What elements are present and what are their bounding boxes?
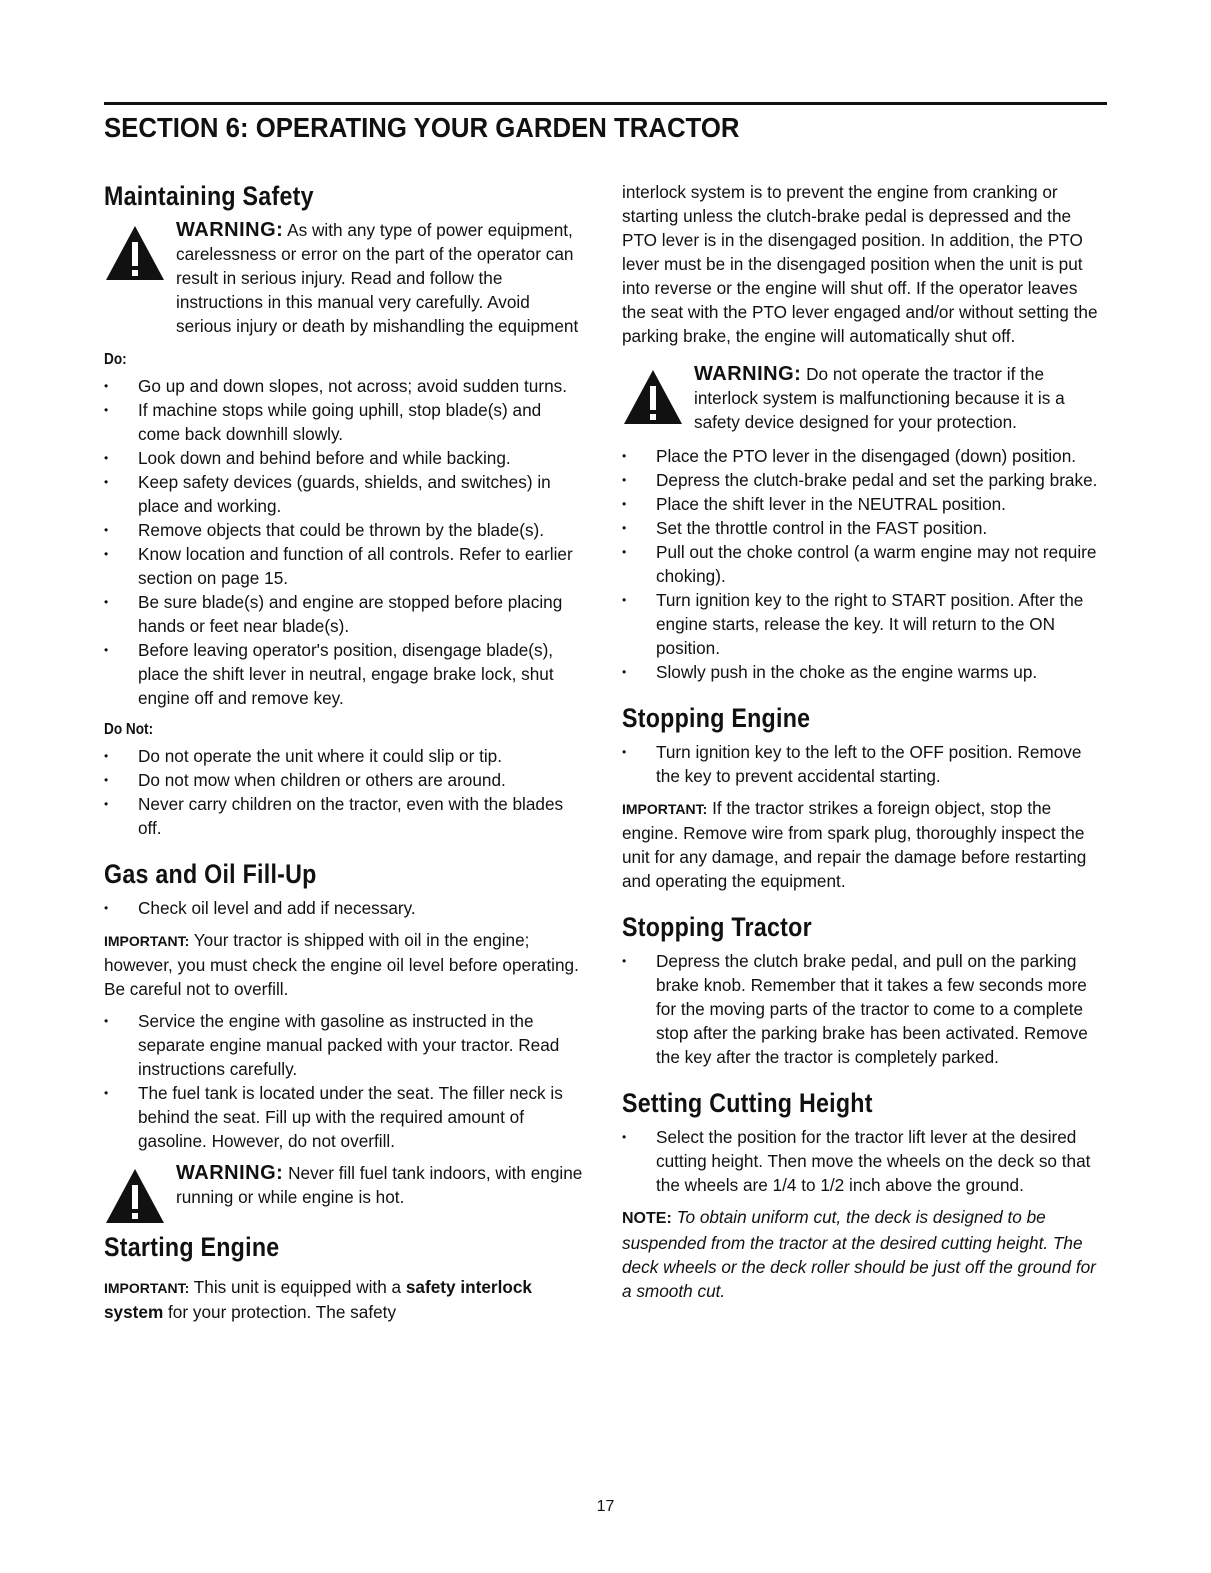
list-item: • Slowly push in the choke as the engine warms up. — [622, 662, 1038, 682]
stopping-engine-heading: Stopping Engine — [622, 703, 811, 733]
interlock-warning — [622, 362, 1102, 434]
warning-triangle-icon — [104, 1167, 166, 1225]
cutting-height-heading: Setting Cutting Height — [622, 1088, 873, 1118]
stopping-engine-important: IMPORTANT: If the tractor strikes a foreign object, stop the engine. Remove wire from spark plug, thoroughly inspect the unit for any damage, and repair the damage before restarting and operating the equipment. — [622, 798, 1087, 891]
warning-triangle-icon — [104, 224, 166, 282]
list-item: • Keep safety devices (guards, shields, and switches) in place and working. — [104, 472, 551, 516]
warning-text: Do not operate the tractor if the interlock system is malfunctioning because it is a safety device designed for your protection. — [694, 364, 1065, 432]
do-list — [104, 374, 584, 710]
list-item: • Check oil level and add if necessary. — [104, 898, 416, 918]
warning-label: WARNING: — [694, 363, 802, 385]
gas-oil-list-2 — [104, 1009, 584, 1153]
list-item: • Remove objects that could be thrown by the blade(s). — [104, 520, 545, 540]
warning-text: As with any type of power equipment, carelessness or error on the part of the operator can result in serious injury. Read and follow the instructions in this manual very carefully. Avoid serious injury or death by mishandling the equipment — [176, 220, 579, 336]
list-item: • If machine stops while going uphill, stop blade(s) and come back downhill slowly. — [104, 400, 542, 444]
list-item: • Select the position for the tractor lift lever at the desired cutting height. Then move the wheels on the deck so that the wheels are 1/4 to 1/2 inch above the ground. — [622, 1127, 1091, 1195]
cutting-height-list — [622, 1125, 1102, 1197]
list-item: • Depress the clutch brake pedal, and pull on the parking brake knob. Remember that it takes a few seconds more for the moving parts of the tractor to come to a complete stop after the parking brake has been activated. Remove the key after the tractor is completely parked. — [622, 951, 1088, 1067]
safety-warning — [104, 218, 584, 338]
gas-oil-list-1 — [104, 896, 584, 920]
list-item: • Set the throttle control in the FAST position. — [622, 518, 988, 538]
stopping-tractor-list — [622, 949, 1102, 1069]
list-item: • Go up and down slopes, not across; avoid sudden turns. — [104, 376, 567, 396]
do-not-label: Do Not: — [104, 721, 154, 738]
starting-engine-important: IMPORTANT: This unit is equipped with a safety interlock system for your protection. The safety — [104, 1277, 532, 1322]
stopping-engine-list — [622, 740, 1102, 788]
gas-oil-important: IMPORTANT: Your tractor is shipped with oil in the engine; however, you must check the engine oil level before operating. Be careful not to overfill. — [104, 930, 579, 999]
cutting-height-note: NOTE: To obtain uniform cut, the deck is designed to be suspended from the tractor at the desired cutting height. The deck wheels or the deck roller should be just off the ground for a smooth cut. — [622, 1207, 1096, 1301]
list-item: • Do not operate the unit where it could slip or tip. — [104, 746, 503, 766]
top-rule — [104, 102, 1107, 105]
list-item: • Know location and function of all controls. Refer to earlier section on page 15. — [104, 544, 573, 588]
list-item: • Place the PTO lever in the disengaged (down) position. — [622, 446, 1077, 466]
left-column — [104, 180, 584, 1332]
list-item: • Place the shift lever in the NEUTRAL position. — [622, 494, 1006, 514]
list-item: • Turn ignition key to the right to START position. After the engine starts, release the key. It will return to the ON position. — [622, 590, 1084, 658]
do-label: Do: — [104, 351, 127, 368]
list-item: • Be sure blade(s) and engine are stopped before placing hands or feet near blade(s). — [104, 592, 563, 636]
warning-triangle-icon — [622, 368, 684, 426]
do-not-list — [104, 744, 584, 840]
fuel-warning — [104, 1161, 584, 1209]
list-item: • Look down and behind before and while backing. — [104, 448, 511, 468]
page-number: 17 — [596, 1498, 615, 1515]
list-item: • The fuel tank is located under the seat. The filler neck is behind the seat. Fill up with the required amount of gasoline. However, do not overfill. — [104, 1083, 563, 1151]
stopping-tractor-heading: Stopping Tractor — [622, 912, 812, 942]
starting-steps-list — [622, 444, 1102, 684]
warning-label: WARNING: — [176, 1162, 284, 1184]
list-item: • Turn ignition key to the left to the OFF position. Remove the key to prevent accidental starting. — [622, 742, 1082, 786]
starting-engine-heading: Starting Engine — [104, 1232, 280, 1262]
right-column — [622, 180, 1102, 1311]
section-title: SECTION 6: OPERATING YOUR GARDEN TRACTOR — [104, 112, 740, 143]
gas-oil-heading: Gas and Oil Fill-Up — [104, 859, 317, 889]
list-item: • Depress the clutch-brake pedal and set the parking brake. — [622, 470, 1098, 490]
list-item: • Service the engine with gasoline as instructed in the separate engine manual packed with your tractor. Read instructions carefully. — [104, 1011, 560, 1079]
warning-label: WARNING: — [176, 219, 284, 241]
list-item: • Pull out the choke control (a warm engine may not require choking). — [622, 542, 1097, 586]
maintaining-safety-heading: Maintaining Safety — [104, 181, 314, 211]
warning-text: Never fill fuel tank indoors, with engine running or while engine is hot. — [176, 1163, 583, 1207]
list-item: • Never carry children on the tractor, even with the blades off. — [104, 794, 564, 838]
interlock-continued: interlock system is to prevent the engine from cranking or starting unless the clutch-brake pedal is depressed and the PTO lever is in the disengaged position. In addition, the PTO lever must be in the disengaged position when the unit is put into reverse or the engine will shut off. If the operator leaves the seat with the PTO lever engaged and/or without setting the parking brake, the engine will automatically shut off. — [622, 182, 1098, 346]
list-item: • Before leaving operator's position, disengage blade(s), place the shift lever in neutral, engage brake lock, shut engine off and remove key. — [104, 640, 554, 708]
list-item: • Do not mow when children or others are around. — [104, 770, 506, 790]
